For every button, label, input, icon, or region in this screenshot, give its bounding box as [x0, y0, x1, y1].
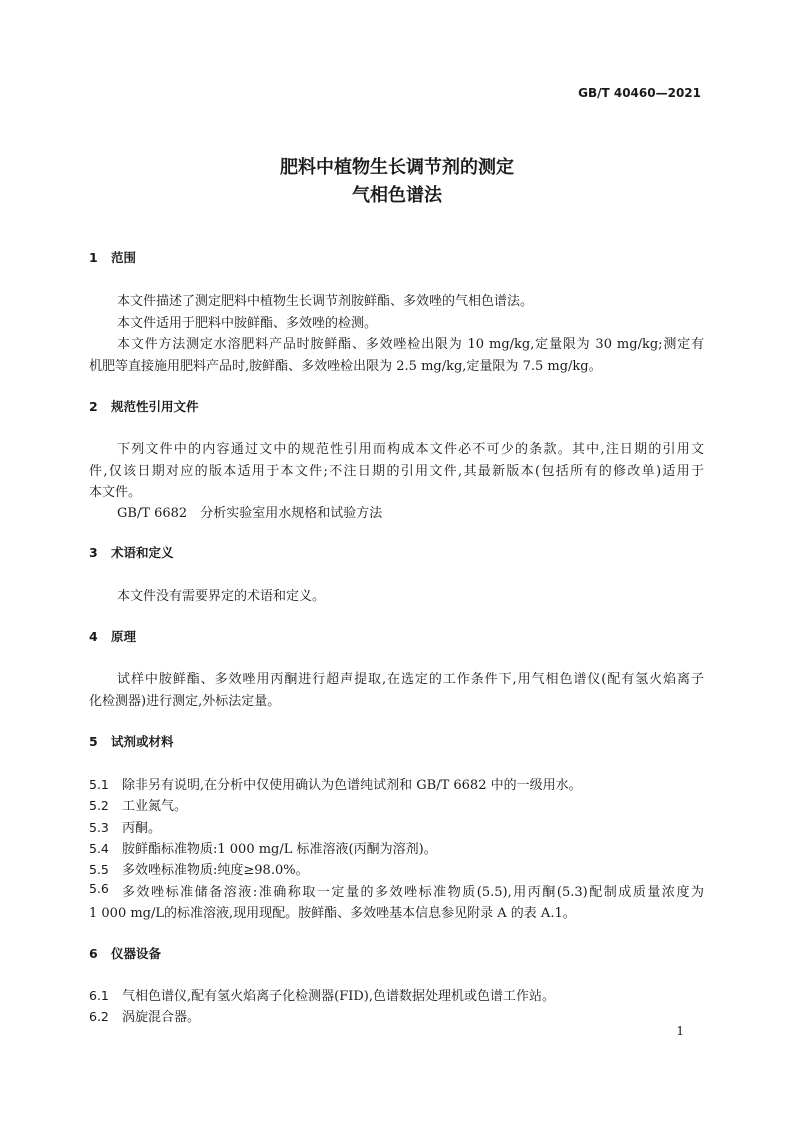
paragraph-continuation: 机肥等直接施用肥料产品时,胺鲜酯、多效唑检出限为 2.5 mg/kg,定量限为 7.5 mg/kg。: [89, 359, 602, 374]
item-text: 多效唑标准物质:纯度≥98.0%。: [122, 863, 309, 878]
list-item: [89, 881, 704, 900]
section-title: 原理: [111, 629, 137, 644]
item-text: 多效唑标准储备溶液:准确称取一定量的多效唑标准物质(5.5),用丙酮(5.3)配制成质量浓度为: [122, 885, 704, 900]
paragraph: 本文件适用于肥料中胺鲜酯、多效唑的检测。: [117, 316, 378, 331]
list-item-continuation: 1 000 mg/L的标准溶液,现用现配。胺鲜酯、多效唑基本信息参见附录 A 的表 A.1。: [89, 906, 576, 921]
paragraph: 本文件方法测定水溶肥料产品时胺鲜酯、多效唑检出限为 10 mg/kg,定量限为 30 mg/kg;测定有: [117, 337, 704, 352]
section-number: 5: [89, 734, 98, 749]
section-title: 范围: [111, 250, 137, 265]
normative-reference: GB/T 6682 分析实验室用水规格和试验方法: [117, 506, 383, 521]
list-item: [89, 774, 582, 793]
paragraph: 本文件描述了测定肥料中植物生长调节剂胺鲜酯、多效唑的气相色谱法。: [117, 294, 534, 309]
document-title: 肥料中植物生长调节剂的测定: [280, 157, 514, 178]
section-2-heading: [89, 397, 199, 415]
item-number: 5.4: [89, 841, 109, 856]
section-1-heading: [89, 248, 136, 266]
item-text: 除非另有说明,在分析中仅使用确认为色谱纯试剂和 GB/T 6682 中的一级用水。: [122, 778, 582, 793]
list-item: [89, 1006, 200, 1025]
list-item: [89, 817, 161, 836]
item-number: 5.5: [89, 862, 109, 877]
item-number: 6.2: [89, 1009, 109, 1024]
section-number: 1: [89, 250, 98, 265]
section-number: 4: [89, 629, 98, 644]
standard-number: GB/T 40460—2021: [578, 86, 701, 100]
item-text: 气相色谱仪,配有氢火焰离子化检测器(FID),色谱数据处理机或色谱工作站。: [122, 989, 555, 1004]
item-text: 胺鲜酯标准物质:1 000 mg/L 标准溶液(丙酮为溶剂)。: [122, 842, 437, 857]
section-number: 2: [89, 399, 98, 414]
document-subtitle: 气相色谱法: [352, 185, 442, 206]
item-number: 5.2: [89, 798, 109, 813]
paragraph-continuation: 本文件。: [89, 485, 142, 500]
paragraph: 本文件没有需要界定的术语和定义。: [117, 589, 326, 604]
section-number: 3: [89, 545, 98, 560]
section-title: 试剂或材料: [111, 734, 174, 749]
list-item: [89, 838, 437, 857]
item-text: 涡旋混合器。: [122, 1010, 201, 1025]
paragraph-continuation: 化检测器)进行测定,外标法定量。: [89, 694, 281, 709]
paragraph-continuation: 件,仅该日期对应的版本适用于本文件;不注日期的引用文件,其最新版本(包括所有的修改单)适用于: [89, 464, 704, 479]
list-item: [89, 859, 309, 878]
list-item: [89, 795, 187, 814]
section-title: 规范性引用文件: [111, 399, 199, 414]
paragraph: 试样中胺鲜酯、多效唑用丙酮进行超声提取,在选定的工作条件下,用气相色谱仪(配有氢火焰离子: [117, 672, 704, 687]
section-number: 6: [89, 946, 98, 961]
page-number: 1: [676, 1024, 684, 1038]
item-number: 5.1: [89, 777, 109, 792]
section-6-heading: [89, 944, 161, 962]
section-title: 仪器设备: [111, 946, 162, 961]
item-text: 工业氮气。: [122, 799, 188, 814]
item-number: 5.3: [89, 820, 109, 835]
section-3-heading: [89, 543, 174, 561]
list-item: [89, 985, 555, 1004]
section-4-heading: [89, 627, 136, 645]
item-text: 丙酮。: [122, 821, 162, 836]
item-number: 5.6: [89, 881, 109, 896]
item-number: 6.1: [89, 988, 109, 1003]
paragraph: 下列文件中的内容通过文中的规范性引用而构成本文件必不可少的条款。其中,注日期的引用文: [117, 442, 704, 457]
section-5-heading: [89, 732, 174, 750]
section-title: 术语和定义: [111, 545, 174, 560]
